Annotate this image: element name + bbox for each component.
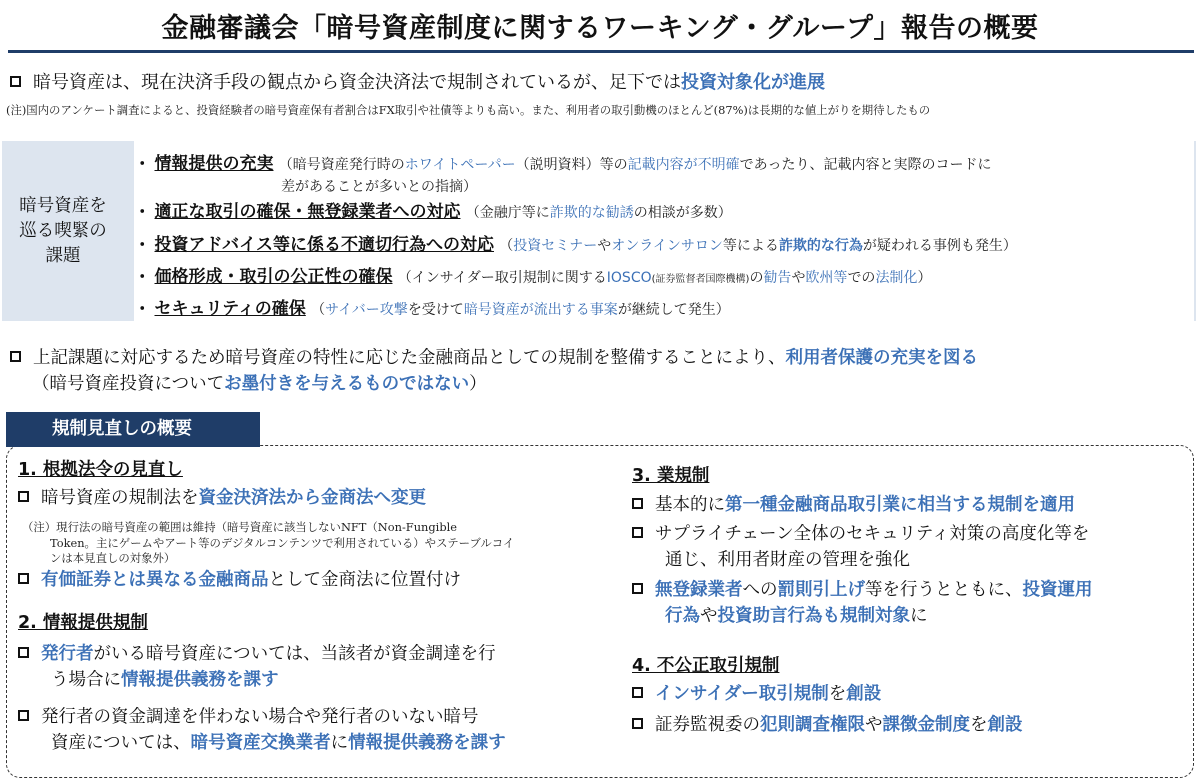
item-text: 資産については、 bbox=[51, 733, 191, 753]
desc-text: （説明資料）等の bbox=[515, 157, 628, 173]
policy-statement bbox=[10, 344, 978, 369]
issues-list bbox=[134, 141, 1194, 321]
policy-subnote bbox=[32, 370, 487, 395]
bullet-dot-icon: ・ bbox=[134, 267, 151, 286]
issue-heading: 情報提供の充実 bbox=[154, 154, 274, 174]
desc-text: の相談が多数） bbox=[633, 205, 732, 221]
desc-small-text: (証券監督者国際機構) bbox=[651, 274, 750, 285]
overview-tab-label: 規制見直しの概要 bbox=[6, 412, 260, 447]
issues-label-line: 課題 bbox=[45, 245, 81, 266]
title-underline bbox=[8, 50, 1194, 53]
desc-text: （ bbox=[499, 238, 514, 254]
issue-item bbox=[134, 294, 730, 319]
s2-item-1 bbox=[18, 641, 496, 693]
item-text: として金商法に位置付け bbox=[268, 570, 461, 590]
issue-heading: セキュリティの確保 bbox=[154, 299, 306, 319]
item-text: 証券監視委の bbox=[655, 715, 760, 735]
desc-highlight: 暗号資産が流出する事案 bbox=[463, 302, 618, 318]
urgent-issues-panel bbox=[2, 141, 1196, 321]
note-line: （注）現行法の暗号資産の範囲は維持（暗号資産に該当しないNFT（Non-Fungible bbox=[22, 520, 457, 534]
issue-heading: 適正な取引の確保・無登録業者への対応 bbox=[154, 202, 461, 222]
policy-sub-text: （暗号資産投資について bbox=[32, 374, 225, 394]
item-text: や bbox=[700, 606, 718, 626]
item-highlight: 無登録業者 bbox=[655, 580, 743, 600]
desc-highlight: 詐欺的な行為 bbox=[778, 238, 863, 254]
item-highlight: インサイダー取引規制 bbox=[655, 684, 829, 704]
s3-item-3 bbox=[632, 577, 1093, 629]
item-highlight: 発行者 bbox=[41, 644, 94, 664]
desc-highlight: ホワイトペーパー bbox=[404, 157, 516, 173]
desc-text: （ bbox=[311, 302, 326, 318]
note-line: Token。主にゲームやアート等のデジタルコンテンツで利用されている）やステーブルコイ bbox=[50, 535, 515, 550]
s1-note bbox=[22, 520, 514, 567]
item-text: う場合に bbox=[51, 670, 121, 690]
checkbox-square-icon bbox=[18, 710, 29, 721]
desc-text: （金融庁等に bbox=[465, 205, 550, 221]
checkbox-square-icon bbox=[632, 583, 643, 594]
item-text: に bbox=[330, 733, 349, 753]
checkbox-square-icon bbox=[10, 76, 21, 87]
s4-item-2 bbox=[632, 712, 1023, 738]
checkbox-square-icon bbox=[10, 351, 21, 362]
item-highlight: 創設 bbox=[987, 715, 1023, 735]
item-highlight: 投資助言行為も規制対象 bbox=[717, 606, 910, 626]
desc-text: や bbox=[597, 238, 612, 254]
item-text: 発行者の資金調達を伴わない場合や発行者のいない暗号 bbox=[41, 707, 479, 727]
desc-highlight: 法制化 bbox=[875, 270, 918, 286]
policy-highlight: 利用者保護の充実を図る bbox=[785, 348, 978, 368]
intro-highlight: 投資対象化が進展 bbox=[681, 72, 825, 93]
item-text: を bbox=[828, 684, 847, 704]
issue-description bbox=[499, 238, 1017, 254]
note-line: ンは本見直しの対象外） bbox=[50, 551, 176, 565]
intro-note: (注)国内のアンケート調査によると、投資経験者の暗号資産保有者割合はFX取引や社債等よりも高い。また、利用者の取引動機のほとんど(87%)は長期的な値上がりを期待したもの bbox=[6, 103, 931, 117]
item-text: や bbox=[865, 715, 883, 735]
s3-item-1 bbox=[632, 492, 1075, 518]
desc-text: であったり、記載内容と実際のコードに bbox=[739, 157, 992, 173]
desc-highlight: IOSCO bbox=[606, 270, 652, 286]
item-highlight: 創設 bbox=[846, 684, 882, 704]
item-text: への bbox=[742, 580, 778, 600]
desc-highlight: 欧州等 bbox=[805, 270, 848, 286]
issue-description-continued: 差があることが多いとの指摘） bbox=[281, 179, 477, 195]
item-highlight: 資金決済法から金商法へ変更 bbox=[198, 488, 426, 508]
issue-description bbox=[311, 302, 730, 318]
desc-text: を受けて bbox=[407, 302, 464, 318]
issue-description bbox=[279, 157, 992, 173]
desc-highlight: サイバー攻撃 bbox=[325, 302, 408, 318]
item-text: 基本的に bbox=[655, 495, 725, 515]
section-heading-1: 1. 根拠法令の見直し bbox=[18, 460, 183, 480]
item-text: に bbox=[910, 606, 928, 626]
desc-highlight: オンラインサロン bbox=[611, 238, 723, 254]
desc-text: 等による bbox=[722, 238, 779, 254]
issue-item bbox=[134, 230, 1017, 255]
checkbox-square-icon bbox=[632, 687, 643, 698]
desc-text: （暗号資産発行時の bbox=[278, 157, 405, 173]
issues-label bbox=[2, 141, 124, 321]
desc-highlight: 勧告 bbox=[763, 270, 792, 286]
policy-sub-text: ） bbox=[469, 374, 487, 394]
policy-text: 上記課題に対応するため暗号資産の特性に応じた金融商品としての規制を整備することにより、 bbox=[33, 348, 786, 368]
checkbox-square-icon bbox=[632, 527, 643, 538]
item-text: 等を行うとともに、 bbox=[865, 580, 1023, 600]
item-line-2 bbox=[632, 603, 1093, 629]
issue-item bbox=[134, 262, 931, 287]
desc-highlight: 投資セミナー bbox=[513, 238, 598, 254]
desc-text: （インサイダー取引規制に関する bbox=[397, 270, 607, 286]
item-highlight: 暗号資産交換業者 bbox=[190, 733, 331, 753]
item-highlight: 行為 bbox=[665, 606, 700, 626]
s3-item-2 bbox=[632, 521, 1089, 573]
issue-item bbox=[134, 149, 992, 196]
desc-text: の bbox=[749, 270, 764, 286]
item-text: を bbox=[970, 715, 988, 735]
issue-heading: 投資アドバイス等に係る不適切行為への対応 bbox=[154, 235, 494, 255]
issue-item bbox=[134, 197, 732, 222]
desc-text: での bbox=[847, 270, 876, 286]
checkbox-square-icon bbox=[632, 498, 643, 509]
desc-highlight: 記載内容が不明確 bbox=[627, 157, 740, 173]
item-line-2 bbox=[18, 667, 496, 693]
item-text: がいる暗号資産については、当該者が資金調達を行 bbox=[93, 644, 496, 664]
checkbox-square-icon bbox=[18, 491, 29, 502]
page-title: 金融審議会「暗号資産制度に関するワーキング・グループ」報告の概要 bbox=[161, 13, 1039, 44]
item-highlight: 第一種金融商品取引業に相当する規制を適用 bbox=[725, 495, 1075, 515]
checkbox-square-icon bbox=[632, 718, 643, 729]
desc-text: が継続して発生） bbox=[617, 302, 730, 318]
s1-item-2 bbox=[18, 567, 461, 593]
section-heading-2: 2. 情報提供規制 bbox=[18, 613, 148, 633]
item-line-2 bbox=[18, 730, 506, 756]
section-heading-4: 4. 不公正取引規制 bbox=[632, 656, 780, 676]
issue-description bbox=[466, 205, 732, 221]
item-highlight: 情報提供義務を課す bbox=[121, 670, 279, 690]
bullet-dot-icon: ・ bbox=[134, 154, 151, 173]
item-line-2: 通じ、利用者財産の管理を強化 bbox=[665, 550, 910, 570]
issue-heading: 価格形成・取引の公正性の確保 bbox=[154, 267, 393, 287]
intro-statement bbox=[10, 68, 825, 94]
issue-description bbox=[398, 270, 932, 286]
item-highlight: 有価証券とは異なる金融商品 bbox=[41, 570, 269, 590]
item-highlight: 犯則調査権限 bbox=[760, 715, 865, 735]
s2-item-2 bbox=[18, 704, 506, 756]
policy-sub-highlight: お墨付きを与えるものではない bbox=[224, 374, 470, 394]
item-text: サプライチェーン全体のセキュリティ対策の高度化等を bbox=[655, 524, 1090, 544]
desc-text: ） bbox=[917, 270, 932, 286]
item-highlight: 罰則引上げ bbox=[777, 580, 865, 600]
item-highlight: 情報提供義務を課す bbox=[348, 733, 506, 753]
s1-item-1 bbox=[18, 485, 426, 511]
intro-text: 暗号資産は、現在決済手段の観点から資金決済法で規制されているが、足下では bbox=[33, 72, 681, 93]
item-highlight: 投資運用 bbox=[1022, 580, 1093, 600]
desc-text: が疑われる事例も発生） bbox=[862, 238, 1017, 254]
s4-item-1 bbox=[632, 681, 881, 707]
item-highlight: 課徴金制度 bbox=[882, 715, 970, 735]
item-text: 暗号資産の規制法を bbox=[41, 488, 199, 508]
section-heading-3: 3. 業規制 bbox=[632, 466, 710, 486]
desc-text: や bbox=[791, 270, 806, 286]
checkbox-square-icon bbox=[18, 647, 29, 658]
issues-label-line: 巡る喫緊の bbox=[19, 220, 107, 241]
bullet-dot-icon: ・ bbox=[134, 299, 151, 318]
bullet-dot-icon: ・ bbox=[134, 202, 151, 221]
bullet-dot-icon: ・ bbox=[134, 235, 151, 254]
checkbox-square-icon bbox=[18, 573, 29, 584]
issues-label-line: 暗号資産を bbox=[19, 195, 107, 216]
desc-highlight: 詐欺的な勧誘 bbox=[549, 205, 634, 221]
